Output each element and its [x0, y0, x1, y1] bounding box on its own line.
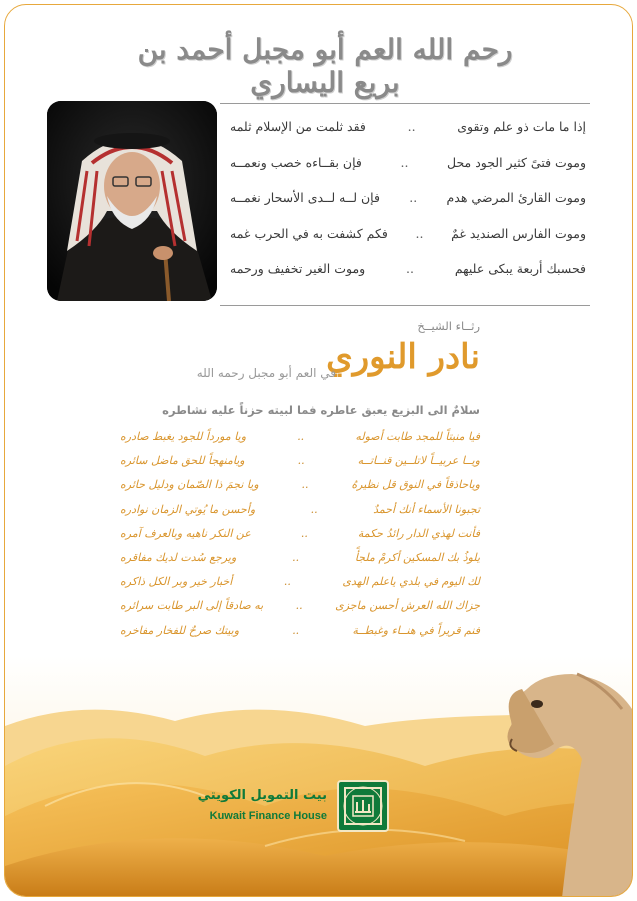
poem-verse	[120, 454, 480, 478]
eulogy-subtitle: في العم أبو مجبل رحمه الله	[196, 366, 336, 380]
verse-separator: ..	[300, 526, 308, 540]
verse-first-half: تجبونا الأسماء أنك أحمدٌ	[373, 502, 480, 516]
verse-separator: ..	[295, 599, 303, 613]
verse-separator: ..	[310, 502, 318, 516]
verse-separator: ..	[415, 225, 424, 241]
poem-verse	[120, 503, 480, 527]
verse-separator: ..	[292, 623, 300, 637]
verse-first-half: إذا ما مات ذو علم وتقوى	[457, 119, 586, 134]
verse-second-half: ويا نجمَ ذا الصّمان ودليل حائره	[120, 478, 259, 492]
verse-second-half: عن النكر ناهيه وبالعرف آمره	[120, 526, 251, 540]
eulogy-by-label: رثــاء الشيــخ	[417, 319, 480, 333]
verse-second-half: وبيتك صرحٌ للفخار مفاخره	[120, 623, 240, 637]
verse-separator: ..	[283, 575, 291, 589]
portrait-image	[47, 101, 217, 301]
poet-name: نادر النوري	[326, 337, 480, 377]
verse-second-half: وأحسن ما يُوتي الزمان نوادره	[120, 502, 256, 516]
poem-verse	[120, 551, 480, 575]
verse-separator: ..	[400, 154, 409, 170]
poem-verse	[120, 527, 480, 551]
verse-second-half: به صادقاً إلى البر طابت سرائره	[120, 599, 264, 613]
verse-second-half: فقد ثلمت من الإسلام ثلمه	[230, 119, 366, 134]
poem-verse	[120, 575, 480, 599]
verse-first-half: وموت الفارس الصنديد غمٌ	[451, 225, 586, 241]
memorial-card	[4, 4, 633, 897]
verse-first-half: وموت القارئ المرضي هدم	[446, 190, 586, 205]
verse-first-half: فحسبك أربعة يبكى عليهم	[454, 261, 586, 276]
poem-verse	[230, 190, 586, 226]
verse-second-half: ويرجع سُدت لديك مفاقره	[120, 550, 237, 564]
verse-first-half: وياحاذقاً في النوق قل نظيرهُ	[351, 478, 480, 492]
poem-verse	[120, 624, 480, 648]
verse-second-half: فكم كشفت به في الحرب غمه	[230, 225, 388, 241]
brand-name-english: Kuwait Finance House	[209, 810, 327, 822]
verse-separator: ..	[301, 478, 309, 492]
verse-second-half: ويامنهجاً للحق ماضل سائره	[120, 454, 245, 468]
poem-verse	[230, 119, 586, 155]
divider-bottom	[220, 305, 590, 306]
poem-verse	[120, 430, 480, 454]
camel-illustration	[462, 669, 632, 897]
verse-second-half: فإن لــه لــدى الأسحار نغمــه	[230, 190, 380, 205]
kfh-emblem-icon	[339, 782, 387, 830]
eulogy-opening-line: سلامٌ الى البزيع يعبق عاطره فما لبيته حزناً عليه نشاطره	[162, 403, 480, 417]
verse-first-half: فيا منبتاً للمجد طابت أصوله	[355, 430, 480, 443]
poem-verse	[120, 478, 480, 502]
poem-verse	[230, 155, 586, 191]
verse-second-half: ويا مورداً للجود يغبط صادره	[120, 430, 247, 443]
verse-separator: ..	[292, 550, 300, 564]
verse-first-half: وموت فتىً كثير الجود محل	[446, 154, 586, 170]
verse-first-half: ويــا عربيــاً لاتلــين قنــاتــه	[357, 454, 480, 468]
brand-name-arabic: بيت التمويل الكويتي	[197, 788, 327, 803]
poem-verse	[230, 261, 586, 297]
calligraphy-title: رحم الله العم أبو مجبل أحمد بن بريع اليساري	[137, 33, 513, 99]
verse-separator: ..	[297, 454, 305, 468]
verse-first-half: فأنت لهذي الدار رائدُ حكمة	[357, 526, 480, 540]
poem-verse	[230, 226, 586, 262]
verse-second-half: وموت الغير تخفيف ورحمه	[230, 261, 366, 276]
verse-separator: ..	[406, 261, 414, 276]
verse-first-half: جزاك الله العرش أحسن ماجزى	[335, 599, 480, 613]
eulogy-poem	[120, 430, 480, 648]
portrait-photo	[47, 101, 217, 301]
verse-second-half: أخبار خير وبر الكل ذاكره	[120, 575, 233, 589]
kfh-logo	[337, 780, 389, 832]
poem-top	[230, 119, 586, 297]
divider-top	[220, 103, 590, 104]
verse-separator: ..	[407, 119, 416, 134]
verse-separator: ..	[409, 190, 418, 205]
verse-separator: ..	[297, 430, 305, 443]
verse-first-half: فنم قريراً في هنــاء وغبطــة	[352, 623, 480, 637]
verse-first-half: لك اليوم في بلدي ياعلم الهدى	[342, 575, 480, 589]
verse-first-half: يلوذُ بك المسكين أكرمْ ملجأً	[354, 550, 480, 564]
verse-second-half: فإن بقــاءه خصب ونعمــه	[230, 154, 362, 170]
poem-verse	[120, 599, 480, 623]
